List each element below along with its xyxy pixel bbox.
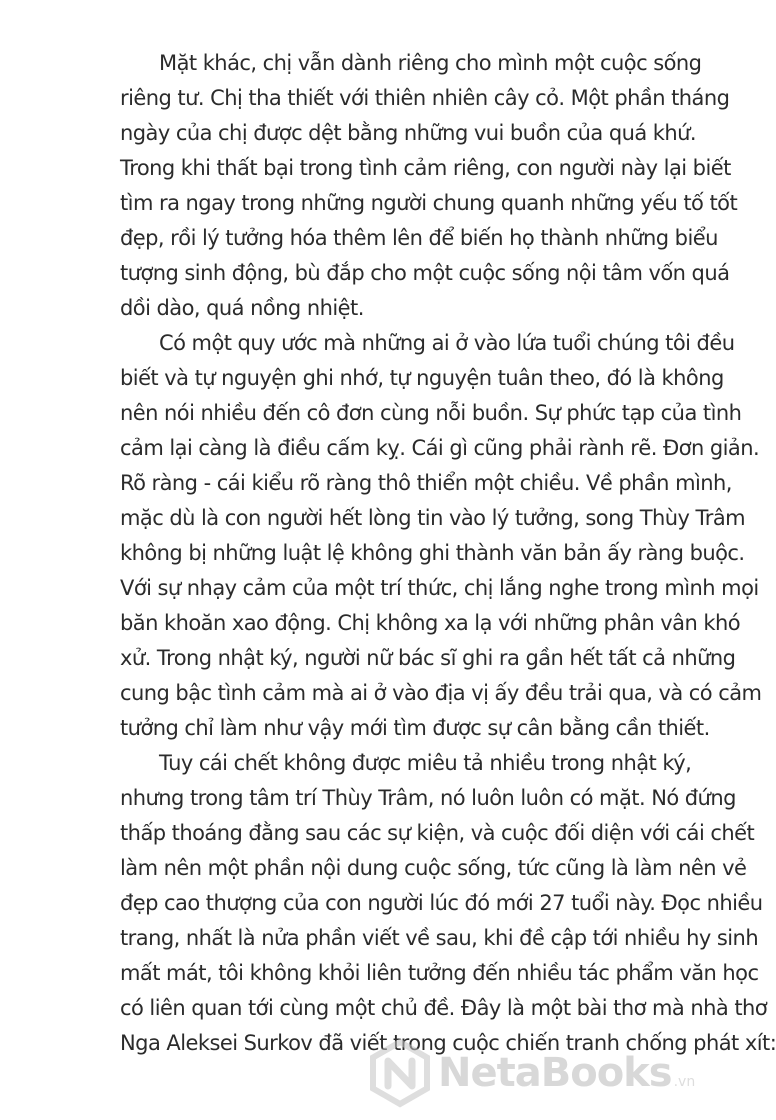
- text-line: tưởng chỉ làm như vậy mới tìm được sự cân bằng cần thiết.: [120, 716, 710, 740]
- text-line: trang, nhất là nửa phần viết về sau, khi đề cập tới nhiều hy sinh: [120, 926, 759, 950]
- text-line: băn khoăn xao động. Chị không xa lạ với những phân vân khó: [120, 611, 741, 635]
- page-text: [120, 46, 776, 1061]
- text-line: Với sự nhạy cảm của một trí thức, chị lắng nghe trong mình mọi: [120, 576, 759, 600]
- text-line: Mặt khác, chị vẫn dành riêng cho mình một cuộc sống: [159, 51, 702, 75]
- text-line: xử. Trong nhật ký, người nữ bác sĩ ghi ra gần hết tất cả những: [120, 646, 736, 670]
- text-line: biết và tự nguyện ghi nhớ, tự nguyện tuân theo, đó là không: [120, 366, 724, 390]
- text-line: đẹp cao thượng của con người lúc đó mới 27 tuổi này. Đọc nhiều: [120, 891, 763, 915]
- text-line: Có một quy ước mà những ai ở vào lứa tuổi chúng tôi đều: [159, 331, 735, 355]
- text-line: làm nên một phần nội dung cuộc sống, tức cũng là làm nên vẻ: [120, 856, 747, 880]
- text-line: Trong khi thất bại trong tình cảm riêng, con người này lại biết: [120, 156, 731, 180]
- text-line: Rõ ràng - cái kiểu rõ ràng thô thiển một chiều. Về phần mình,: [120, 471, 732, 495]
- text-line: mặc dù là con người hết lòng tin vào lý tưởng, song Thùy Trâm: [120, 506, 746, 530]
- text-line: riêng tư. Chị tha thiết với thiên nhiên cây cỏ. Một phần tháng: [120, 86, 730, 110]
- text-line: mất mát, tôi không khỏi liên tưởng đến nhiều tác phẩm văn học: [120, 961, 759, 985]
- paragraph-2: [120, 326, 762, 746]
- text-line: thấp thoáng đằng sau các sự kiện, và cuộc đối diện với cái chết: [120, 821, 755, 845]
- paragraph-3: [120, 746, 776, 1061]
- text-line: có liên quan tới cùng một chủ đề. Đây là một bài thơ mà nhà thơ: [120, 996, 768, 1020]
- text-line: nên nói nhiều đến cô đơn cùng nỗi buồn. Sự phức tạp của tình: [120, 401, 742, 425]
- text-line: tìm ra ngay trong những người chung quanh những yếu tố tốt: [120, 191, 738, 215]
- text-line: nhưng trong tâm trí Thùy Trâm, nó luôn luôn có mặt. Nó đứng: [120, 786, 736, 810]
- text-line: Nga Aleksei Surkov đã viết trong cuộc chiến tranh chống phát xít:: [120, 1031, 776, 1055]
- text-line: cung bậc tình cảm mà ai ở vào địa vị ấy đều trải qua, và có cảm: [120, 681, 762, 705]
- text-line: ngày của chị được dệt bằng những vui buồn của quá khứ.: [120, 121, 697, 145]
- netabooks-watermark: [366, 1026, 700, 1120]
- paragraph-1: [120, 46, 738, 326]
- text-line: Tuy cái chết không được miêu tả nhiều trong nhật ký,: [159, 751, 692, 775]
- watermark-brand: NetaBooks: [438, 1050, 672, 1096]
- text-line: dồi dào, quá nồng nhiệt.: [120, 296, 364, 320]
- text-line: tượng sinh động, bù đắp cho một cuộc sống nội tâm vốn quá: [120, 261, 730, 285]
- neta-logo-icon: [366, 1039, 434, 1107]
- text-line: cảm lại càng là điều cấm kỵ. Cái gì cũng phải rành rẽ. Đơn giản.: [120, 436, 760, 460]
- text-line: không bị những luật lệ không ghi thành văn bản ấy ràng buộc.: [120, 541, 745, 565]
- watermark-suffix: .vn: [673, 1074, 696, 1090]
- text-line: đẹp, rồi lý tưởng hóa thêm lên để biến họ thành những biểu: [120, 226, 718, 250]
